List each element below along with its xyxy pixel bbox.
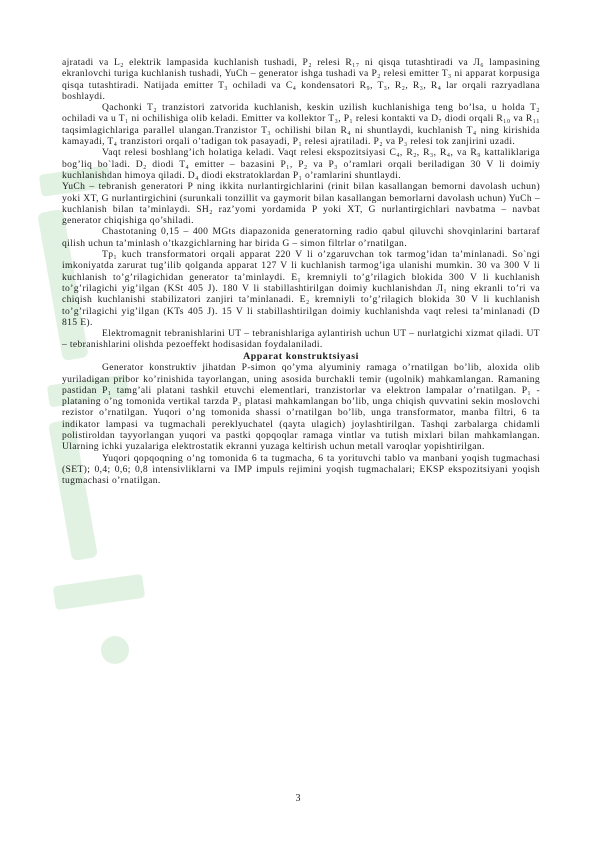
paragraph: ajratadi va L₂ elektrik lampasida kuchlanish tushadi, P₂ relesi R₁₇ ni qisqa tutashtiradi va Л₆ lampasining ekranlovchi turiga kuchlanish tushadi, YuCh – generator ishga tushadi va P₂ relesi emitter T₃ ni apparat korpusiga qisqa tutashtiradi. Natijada emitter T₃ ochiladi va C₄ kondensatori R₉, T₃, R₂, R₃, R₄ lar orqali razryadlana boshlaydi. xyxy=(62,57,540,102)
section-heading: Apparat konstruktsiyasi xyxy=(243,350,359,362)
paragraph: Vaqt relesi boshlang’ich holatiga keladi. Vaqt relesi ekspozitsiyasi C₄, R₂, R₃, R₄, va R₉ kattaliklariga bog’liq bo`ladi. D₂ diodi T₄ emitter – bazasini P₁, P₂ va P₃ o’ramlari orqali beriladigan 30 V li doimiy kuchlanishdan himoya qiladi. D₄ diodi ekstratoklardan P₁ o’ramlarini shuntlaydi. xyxy=(62,147,540,181)
paragraph: Generator konstruktiv jihatdan P-simon qo’yma alyuminiy ramaga o’rnatilgan bo’lib, aloxida olib yuriladigan pribor ko’rinishida tayorlangan, uning asosida burchakli temir (ugolnik) mahkamlangan. Ramaning pastidan P₁ tamg’ali platani tashkil etuvchi elementlari, tranzistorlar va elektron lampalar o’rnatilgan. P₁ -plataning o’ng tomonida vertikal tarzda P₃ platasi mahkamlangan bo’lib, unga chiqish quvvatini sekin moslovchi rezistor o’rnatilgan. Yuqori o’ng tomonida shassi o’rnatilgan bo’lib, unga transformator, manba filtri, 6 ta indikator lampasi va tugmachali pereklyuchatel (qayta ulagich) joylashtirilgan. Tashqi zarbalarga chidamli polistiroldan tayyorlangan yuqori va pastki qopqoqlar ramaga vintlar va tutish mixlari bilan mahkamlangan. Ularning ichki yuzalariga elektrostatik ekranni yuzaga keltirish uchun metall varoqlar yopishtirilgan. xyxy=(62,362,540,453)
paragraph: Yuqori qopqoqning o’ng tomonida 6 ta tugmacha, 6 ta yorituvchi tablo va manbani yoqish tugmachasi (SET); 0,4; 0,6; 0,8 intensivliklarni va IMP impuls rejimini yoqish tugmachalari; EKSP ekspozitsiyani yoqish tugmachasi o’rnatilgan. xyxy=(62,452,540,487)
paragraph: Tp₁ kuch transformatori orqali apparat 220 V li o’zgaruvchan tok tarmog’idan ta’minlanadi. So`ngi imkoniyatda zarurat tug’ilib qolganda apparat 127 V li kuchlanish tarmog’iga ulanishi mumkin. 30 va 300 V li kuchlanish to’g’rilagichidan generator ta’minlaydi. E₁ kremniyli to’g’rilagich blokida 300 V li kuchlanish to’g’rilagichi yig’ilgan (KSt 405 J). 180 V li stabillashtirilgan doimiy kuchlanishdan Л₁ ning ekranli to’ri va chiqish kuchlanishi stabilizatori zanjiri ta’minlanadi. E₂ kremniyli to’g’rilagich blokida 30 V li kuchlanish to’g’rilagichi yig’ilgan (KTs 405 J). 15 V li stabillashtirilgan doimiy kuchlanishda vaqt relesi ta’minlanadi (D 815 E). xyxy=(62,249,540,328)
body-text-continued xyxy=(62,362,540,486)
paragraph: Chastotaning 0,15 – 400 MGts diapazonida generatorning radio qabul qiluvchi shovqinlarini bartaraf qilish uchun ta’minlash o’tkazgichlarning har birida G – simon filtrlar o’rnatilgan. xyxy=(62,226,540,249)
paragraph: YuCh – tebranish generatori P ning ikkita nurlantirgichlarini (rinit bilan kasallangan bemorni davolash uchun) yoki XT, G nurlantirgichini (surunkali tonzillit va gaymorit bilan kasallangan bemorlarni davolash uchun) YuCh – kuchlanish bilan ta’minlaydi. SH₂ raz’yomi yordamida P yoki XT, G nurlantirgichlari navbatma – navbat generator chiqishiga qo’shiladi. xyxy=(62,181,540,227)
paragraph: Qachonki T₂ tranzistori zatvorida kuchlanish, keskin uzilish kuchlanishiga teng bo’lsa, u holda T₂ ochiladi va u T₁ ni ochilishiga olib keladi. Emitter va kollektor T₃, P₁ relesi kontakti va D₇ diodi orqali R₁₀ va R₁₁ taqsimlagichlariga parallel ulangan.Tranzistor T₃ ochilishi bilan R₄ ni shuntlaydi, kuchlanish T₄ ning kirishida kamayadi, T₄ tranzistori orqali o’tadigan tok pasayadi, P₁ relesi ajratiladi. P₂ va P₃ relesi tok zanjirini uzadi. xyxy=(62,102,540,148)
document-page xyxy=(62,57,540,486)
body-text xyxy=(62,57,540,351)
paragraph: Elektromagnit tebranishlarini UT – tebranishlariga aylantirish uchun UT – nurlatgichi xizmat qiladi. UT – tebranishlarini olishda pezoeffekt hodisasidan foydalaniladi. xyxy=(62,328,540,351)
page-number: 3 xyxy=(295,793,301,804)
